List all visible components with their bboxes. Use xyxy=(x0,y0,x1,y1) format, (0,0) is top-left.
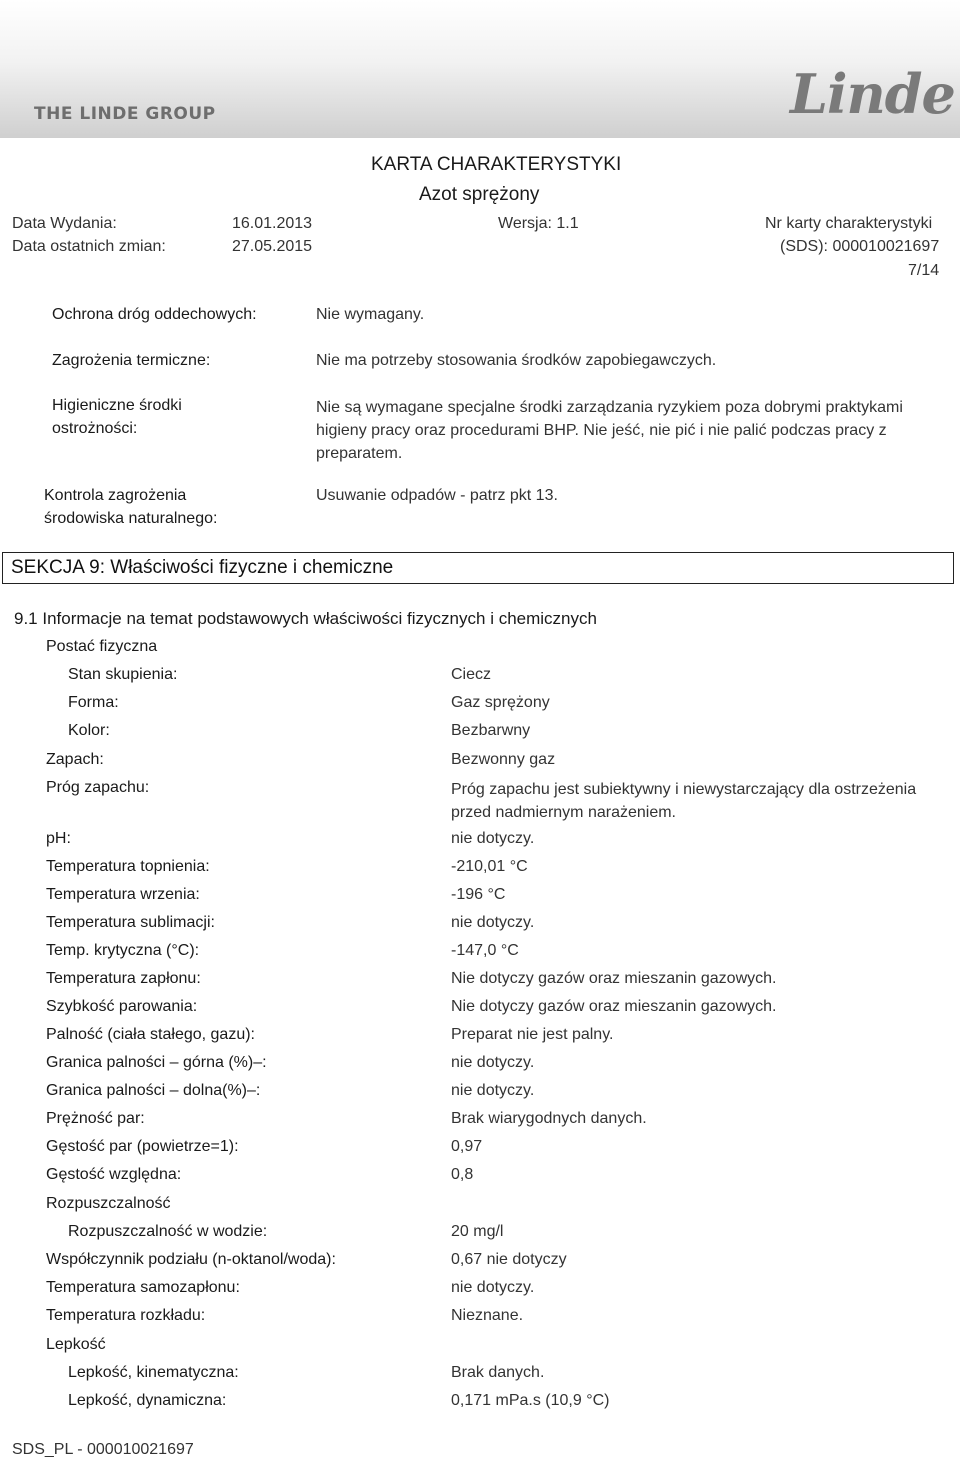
property-value-odor: Bezwonny gaz xyxy=(451,751,556,768)
property-label-upper-flammability: Granica palności – górna (%)–: xyxy=(46,1054,267,1071)
thermal-hazards-label: Zagrożenia termiczne: xyxy=(52,352,211,369)
property-label-water-solubility: Rozpuszczalność w wodzie: xyxy=(68,1223,268,1240)
property-label-melting-point: Temperatura topnienia: xyxy=(46,858,210,875)
property-label-sublimation: Temperatura sublimacji: xyxy=(46,914,215,931)
revision-date: 27.05.2015 xyxy=(232,238,313,255)
property-value-flammability: Preparat nie jest palny. xyxy=(451,1026,614,1043)
property-label-critical-temp: Temp. krytyczna (°C): xyxy=(46,942,200,959)
property-label-physical-form: Postać fizyczna xyxy=(46,638,158,655)
property-label-boiling-point: Temperatura wrzenia: xyxy=(46,886,200,903)
property-label-viscosity: Lepkość xyxy=(46,1336,106,1353)
property-label-dynamic-viscosity: Lepkość, dynamiczna: xyxy=(68,1392,227,1409)
property-label-state: Stan skupienia: xyxy=(68,666,178,683)
property-value-decomposition: Nieznane. xyxy=(451,1307,524,1324)
property-value-lower-flammability: nie dotyczy. xyxy=(451,1082,535,1099)
linde-brand-logo: Linde xyxy=(790,62,955,126)
version: Wersja: 1.1 xyxy=(498,215,579,232)
property-label-partition-coefficient: Współczynnik podziału (n-oktanol/woda): xyxy=(46,1251,336,1268)
property-label-form: Forma: xyxy=(68,694,119,711)
environmental-control-label-line1: Kontrola zagrożenia xyxy=(44,487,187,504)
respiratory-protection-value: Nie wymagany. xyxy=(316,306,425,323)
property-value-kinematic-viscosity: Brak danych. xyxy=(451,1364,545,1381)
hygiene-measures-label-line1: Higieniczne środki xyxy=(52,397,182,414)
property-label-ph: pH: xyxy=(46,830,71,847)
property-label-evaporation-rate: Szybkość parowania: xyxy=(46,998,198,1015)
property-label-vapor-density: Gęstość par (powietrze=1): xyxy=(46,1138,239,1155)
property-label-odor: Zapach: xyxy=(46,751,104,768)
property-value-odor-threshold: Próg zapachu jest subiektywny i niewystarczający dla ostrzeżenia przed nadmiernym narażeniem. xyxy=(451,781,917,821)
sds-number: (SDS): 000010021697 xyxy=(780,238,940,255)
property-value-melting-point: -210,01 °C xyxy=(451,858,528,875)
property-value-partition-coefficient: 0,67 nie dotyczy xyxy=(451,1251,567,1268)
sds-number-label: Nr karty charakterystyki xyxy=(765,215,933,232)
issue-date: 16.01.2013 xyxy=(232,215,313,232)
property-value-evaporation-rate: Nie dotyczy gazów oraz mieszanin gazowych. xyxy=(451,998,777,1015)
property-value-state: Ciecz xyxy=(451,666,492,683)
property-value-ph: nie dotyczy. xyxy=(451,830,535,847)
property-value-upper-flammability: nie dotyczy. xyxy=(451,1054,535,1071)
property-value-flash-point: Nie dotyczy gazów oraz mieszanin gazowych. xyxy=(451,970,777,987)
section-9-1-title: 9.1 Informacje na temat podstawowych właściwości fizycznych i chemicznych xyxy=(14,609,597,628)
environmental-control-value: Usuwanie odpadów - patrz pkt 13. xyxy=(316,487,558,504)
property-label-color: Kolor: xyxy=(68,722,110,739)
product-name: Azot sprężony xyxy=(419,184,540,205)
hygiene-measures-label-line2: ostrożności: xyxy=(52,420,138,437)
environmental-control-label-line2: środowiska naturalnego: xyxy=(44,510,218,527)
section-9-box xyxy=(2,552,954,584)
property-value-critical-temp: -147,0 °C xyxy=(451,942,519,959)
revision-date-label: Data ostatnich zmian: xyxy=(12,238,166,255)
property-value-color: Bezbarwny xyxy=(451,722,531,739)
property-value-water-solubility: 20 mg/l xyxy=(451,1223,504,1240)
property-value-autoignition: nie dotyczy. xyxy=(451,1279,535,1296)
footer-code: SDS_PL - 000010021697 xyxy=(12,1441,194,1458)
property-value-form: Gaz sprężony xyxy=(451,694,550,711)
section-9-title: SEKCJA 9: Właściwości fizyczne i chemiczne xyxy=(11,557,394,578)
thermal-hazards-value: Nie ma potrzeby stosowania środków zapobiegawczych. xyxy=(316,352,717,369)
property-label-autoignition: Temperatura samozapłonu: xyxy=(46,1279,240,1296)
property-label-kinematic-viscosity: Lepkość, kinematyczna: xyxy=(68,1364,239,1381)
page-number: 7/14 xyxy=(908,262,940,279)
property-label-lower-flammability: Granica palności – dolna(%)–: xyxy=(46,1082,261,1099)
property-value-vapor-density: 0,97 xyxy=(451,1138,483,1155)
document-type: KARTA CHARAKTERYSTYKI xyxy=(371,154,622,175)
property-value-relative-density: 0,8 xyxy=(451,1166,474,1183)
property-value-boiling-point: -196 °C xyxy=(451,886,506,903)
property-value-dynamic-viscosity: 0,171 mPa.s (10,9 °C) xyxy=(451,1392,610,1409)
respiratory-protection-label: Ochrona dróg oddechowych: xyxy=(52,306,257,323)
property-value-sublimation: nie dotyczy. xyxy=(451,914,535,931)
issue-date-label: Data Wydania: xyxy=(12,215,117,232)
property-label-flammability: Palność (ciała stałego, gazu): xyxy=(46,1026,255,1043)
property-label-flash-point: Temperatura zapłonu: xyxy=(46,970,201,987)
property-value-vapor-pressure: Brak wiarygodnych danych. xyxy=(451,1110,647,1127)
property-label-vapor-pressure: Prężność par: xyxy=(46,1110,145,1127)
property-label-solubility: Rozpuszczalność xyxy=(46,1195,171,1212)
hygiene-measures-value: Nie są wymagane specjalne środki zarządzania ryzykiem poza dobrymi praktykami higieny pracy oraz procedurami BHP. Nie jeść, nie pić i nie palić podczas pracy z preparatem. xyxy=(316,399,903,462)
linde-group-logo: THE LINDE GROUP xyxy=(34,104,216,124)
property-label-relative-density: Gęstość względna: xyxy=(46,1166,182,1183)
property-label-odor-threshold: Próg zapachu: xyxy=(46,779,150,796)
property-label-decomposition: Temperatura rozkładu: xyxy=(46,1307,206,1324)
